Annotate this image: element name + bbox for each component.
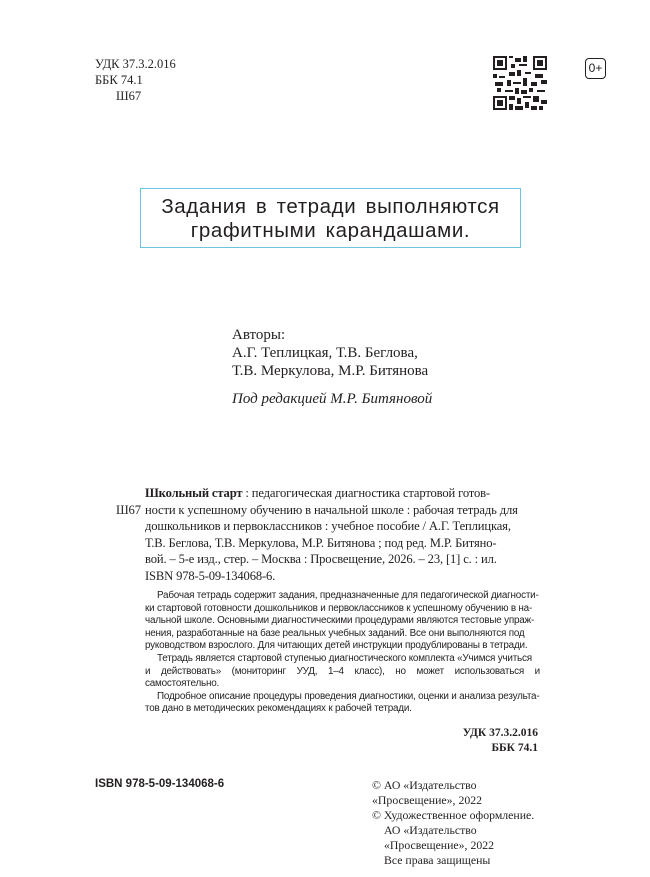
abstract <box>145 590 540 716</box>
copyright-block <box>372 778 562 868</box>
copyright-line: АО «Издательство «Просвещение», 2022 <box>384 822 495 852</box>
abstract-line: и действовать» (мониторинг УУД, 1–4 класс), но может использоваться и самостоятельно. <box>145 665 540 690</box>
bbk-code: ББК 74.1 <box>95 73 143 87</box>
udk-code: УДК 37.3.2.016 <box>462 726 538 739</box>
book-title: Школьный старт <box>145 486 243 500</box>
editor-line: Под редакцией М.Р. Битяновой <box>232 391 433 407</box>
age-rating-badge: 0+ <box>585 58 606 79</box>
copyright-line: Все права защищены <box>384 852 491 867</box>
biblio-isbn: ISBN 978-5-09-134068-6. <box>145 568 276 583</box>
notice-line: Задания в тетради выполняются <box>161 195 500 218</box>
copyright-line: © АО «Издательство «Просвещение», 2022 <box>372 777 483 807</box>
authors-line: Т.В. Меркулова, М.Р. Битянова <box>232 363 429 379</box>
abstract-line: ки стартовой готовности дошкольников и первоклассников к успешному обучению в на- <box>145 602 533 614</box>
biblio-text: : педагогическая диагностика стартовой готов- <box>242 486 490 500</box>
abstract-line: чальной школе. Основными диагностическими процедурами являются тестовые упраж- <box>145 615 535 627</box>
classification-codes <box>95 56 176 104</box>
classification-codes-right <box>95 726 550 756</box>
author-sign: Ш67 <box>116 89 142 103</box>
abstract-line: нения, разработанные на базе реальных учебных заданий. Все они выполняются под <box>145 627 525 639</box>
udk-code: УДК 37.3.2.016 <box>95 57 176 71</box>
bottom-row <box>95 778 550 868</box>
copyright-line: © Художественное оформление. <box>372 807 535 822</box>
biblio-line <box>145 485 540 502</box>
abstract-line: руководством взрослого. Для читающих детей инструкции продублированы в тетради. <box>145 640 528 652</box>
bbk-code: ББК 74.1 <box>491 741 538 754</box>
biblio-line: дошкольников и первоклассников : учебное пособие / А.Г. Теплицкая, <box>145 519 511 533</box>
bibliographic-record <box>116 485 540 584</box>
biblio-line: вой. – 5-е изд., стер. – Москва : Просвещение, 2026. – 23, [1] с. : ил. <box>145 552 497 566</box>
isbn: ISBN 978-5-09-134068-6 <box>95 777 225 790</box>
biblio-text: ности к успешному обучению в начальной школе : рабочая тетрадь для <box>145 502 518 517</box>
abstract-line: Тетрадь является стартовой ступенью диагностического комплекта «Учимся учиться <box>157 652 532 664</box>
biblio-line-with-code <box>116 502 540 519</box>
authors-label: Авторы: <box>232 327 286 343</box>
pencil-notice-box <box>140 188 521 248</box>
abstract-line: тов дано в методических рекомендациях к рабочей тетради. <box>145 703 412 715</box>
authors-line: А.Г. Теплицкая, Т.В. Беглова, <box>232 345 418 361</box>
qr-code-icon <box>493 56 547 110</box>
abstract-line: Рабочая тетрадь содержит задания, предназначенные для педагогической диагности- <box>157 590 539 601</box>
biblio-line: Т.В. Беглова, Т.В. Меркулова, М.Р. Битянова ; под ред. М.Р. Битяно- <box>145 535 497 550</box>
notice-line: графитными карандашами. <box>190 219 471 242</box>
bibliography-author-code: Ш67 <box>116 502 141 517</box>
abstract-line: Подробное описание процедуры проведения диагностики, оценки и анализа результа- <box>157 690 540 702</box>
lower-section <box>95 485 550 868</box>
authors-block <box>232 326 432 408</box>
